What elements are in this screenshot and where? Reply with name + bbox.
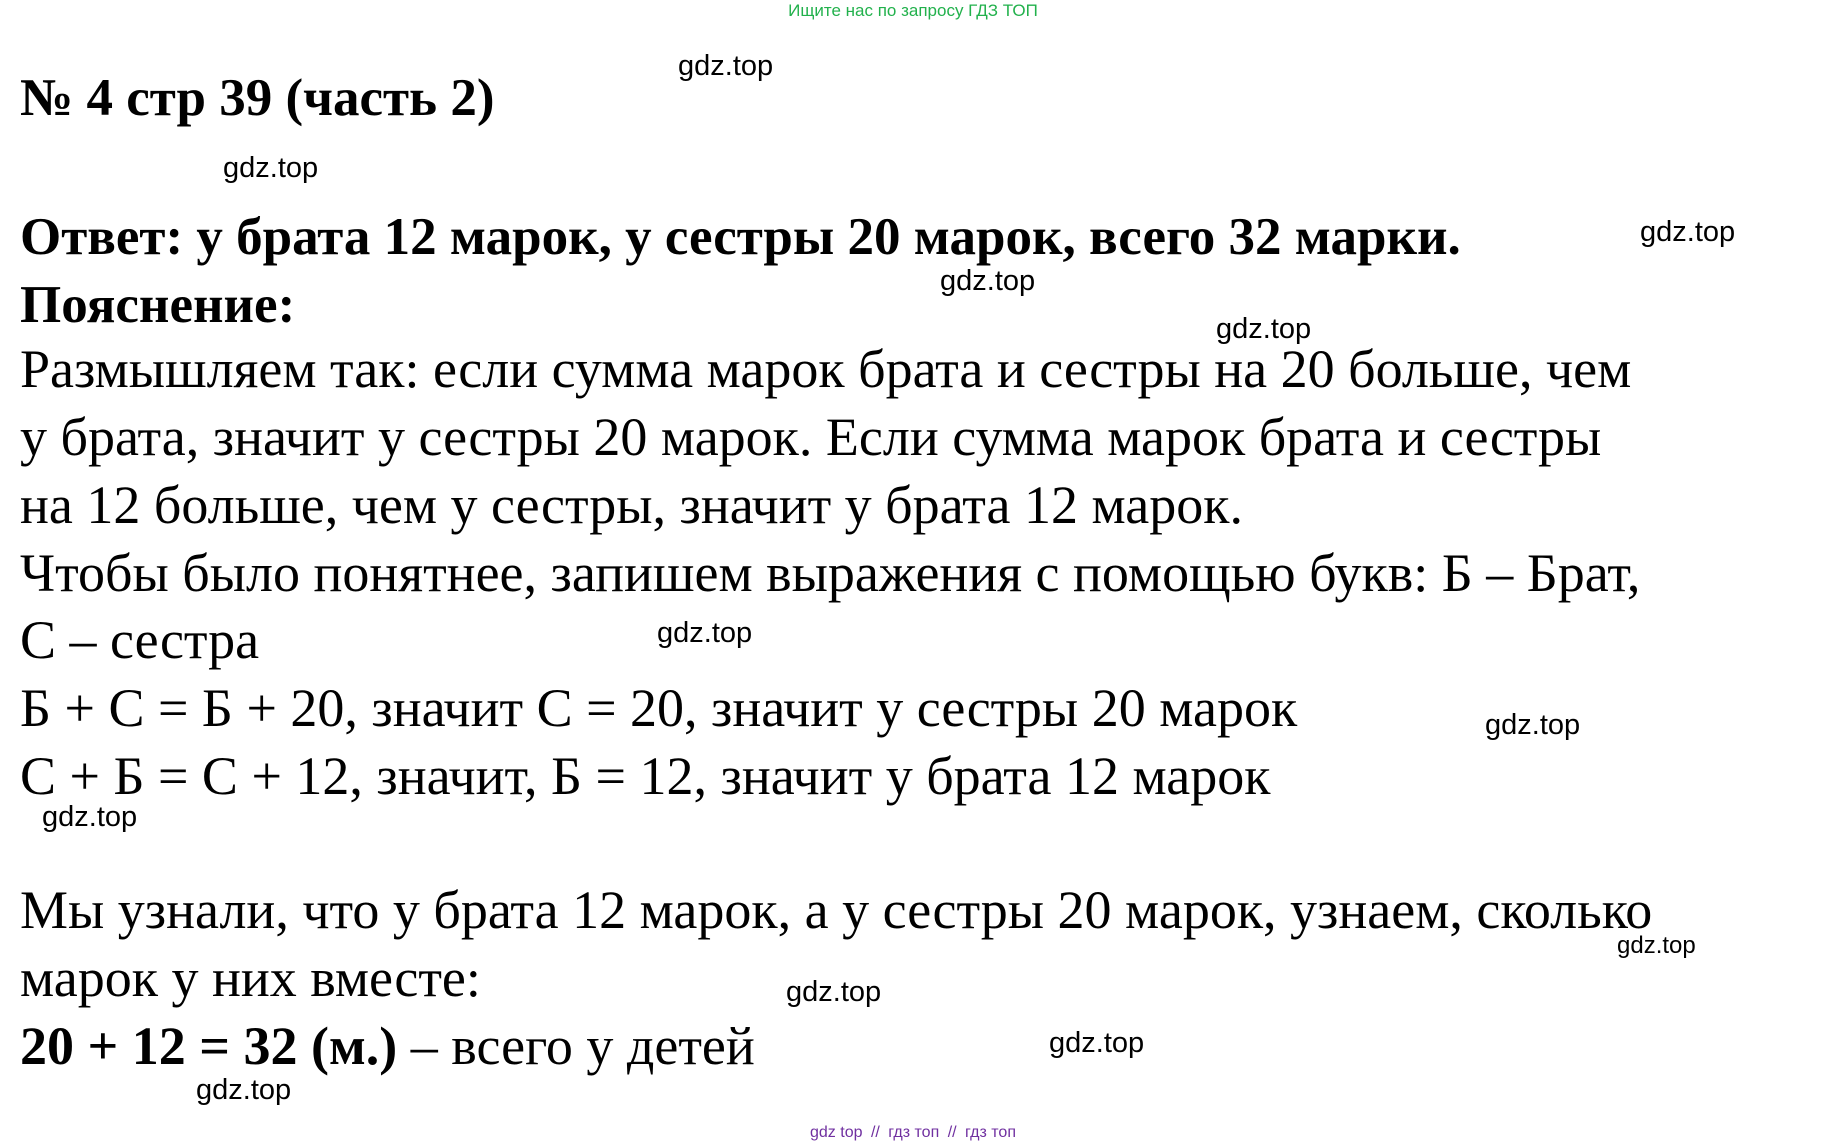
- watermark: gdz.top: [1617, 932, 1696, 959]
- watermark: gdz.top: [786, 976, 882, 1008]
- conclusion-line: Мы узнали, что у брата 12 марок, а у сестры 20 марок, узнаем, сколько: [20, 880, 1653, 940]
- footer-separator: //: [870, 1124, 880, 1141]
- watermark: gdz.top: [1485, 709, 1581, 741]
- footer-separator: //: [947, 1124, 957, 1141]
- watermark: gdz.top: [1640, 216, 1736, 248]
- footer-link[interactable]: гдз топ: [888, 1124, 940, 1141]
- watermark: gdz.top: [678, 50, 774, 82]
- paragraph-line: Чтобы было понятнее, запишем выражения с помощью букв: Б – Брат,: [20, 543, 1641, 603]
- final-comment: – всего у детей: [397, 1016, 755, 1076]
- watermark: gdz.top: [1216, 313, 1312, 345]
- watermark: gdz.top: [940, 265, 1036, 297]
- explanation-heading: Пояснение:: [20, 276, 296, 334]
- watermark: gdz.top: [42, 801, 138, 833]
- watermark: gdz.top: [657, 617, 753, 649]
- footer-link[interactable]: gdz top: [810, 1124, 863, 1141]
- answer-text: Ответ: у брата 12 марок, у сестры 20 марок, всего 32 марки.: [20, 208, 1461, 266]
- page-title: № 4 стр 39 (часть 2): [20, 69, 495, 127]
- search-banner[interactable]: Ищите нас по запросу ГДЗ ТОП: [788, 1, 1038, 20]
- final-equation: [20, 1016, 755, 1076]
- watermark: gdz.top: [223, 152, 319, 184]
- conclusion-line: марок у них вместе:: [20, 948, 481, 1008]
- paragraph-line: Размышляем так: если сумма марок брата и сестры на 20 больше, чем: [20, 339, 1632, 399]
- paragraph-line: на 12 больше, чем у сестры, значит у брата 12 марок.: [20, 475, 1243, 535]
- equation-line: Б + С = Б + 20, значит С = 20, значит у сестры 20 марок: [20, 678, 1298, 738]
- paragraph-line: у брата, значит у сестры 20 марок. Если сумма марок брата и сестры: [20, 407, 1602, 467]
- watermark: gdz.top: [1049, 1027, 1145, 1059]
- final-expression: 20 + 12 = 32 (м.): [20, 1016, 398, 1076]
- paragraph-line: С – сестра: [20, 610, 260, 670]
- equation-line: С + Б = С + 12, значит, Б = 12, значит у брата 12 марок: [20, 746, 1271, 806]
- watermark: gdz.top: [196, 1074, 292, 1106]
- footer-link[interactable]: гдз топ: [965, 1124, 1016, 1141]
- footer-links: [0, 1124, 1826, 1142]
